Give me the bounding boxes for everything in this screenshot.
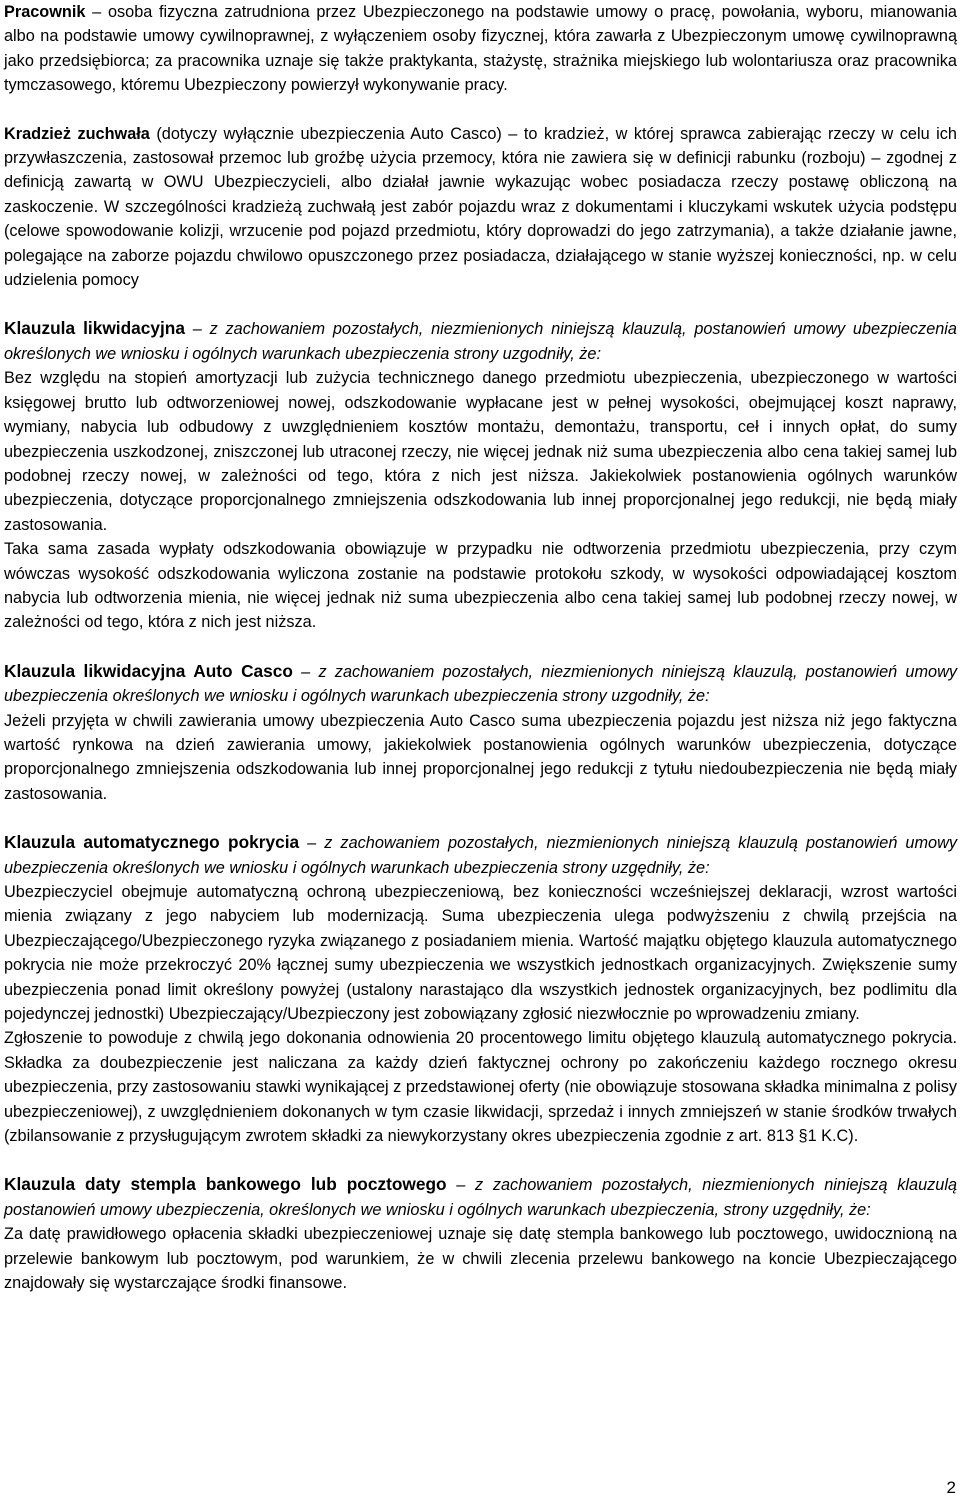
- spacer: [4, 1148, 957, 1172]
- clause-likwidacyjna-intro: – z zachowaniem pozostałych, niezmienionych niniejszą klauzulą, postanowień umowy ubezpieczenia określonych we wniosku i ogólnych warunkach ubezpieczenia strony uzgodniły, że:: [4, 320, 957, 363]
- clause-autocasco-title: Klauzula likwidacyjna Auto Casco: [4, 660, 293, 681]
- clause-automatyczne-title: Klauzula automatycznego pokrycia: [4, 832, 300, 853]
- clause-automatyczne-body-2: Zgłoszenie to powoduje z chwilą jego dokonania odnowienia 20 procentowego limitu objętego klauzulą automatycznego pokrycia. Składka za doubezpieczenie jest naliczana za każdy dzień faktycznej ochrony po zakończeniu każdego rocznego okresu ubezpieczenia, przy zastosowaniu stawki wynikającej z przedstawionej oferty (nie obowiązuje stosowana składka minimalna z polisy ubezpieczeniowej), z uwzględnieniem dokonanych w tym czasie likwidacji, sprzedaż i innych zmniejszeń w stanie środków trwałych (zbilansowanie z przysługującym zwrotem składki za niewykorzystany okres ubezpieczenia zgodnie z art. 813 §1 K.C).: [4, 1029, 957, 1146]
- clause-automatyczne-intro: – z zachowaniem pozostałych, niezmienionych niniejszą klauzulą postanowień umowy ubezpieczenia określonych we wniosku i ogólnych warunkach ubezpieczenia strony uzgędniły, że:: [4, 834, 957, 877]
- definition-pracownik-text: – osoba fizyczna zatrudniona przez Ubezpieczonego na podstawie umowy o pracę, powołania, wyboru, mianowania albo na podstawie umowy cywilnoprawnej, z wyłączeniem osoby fizycznej, która zawarła z Ubezpieczonym umowę cywilnoprawną jako przedsiębiorca; za pracownika uznaje się także praktykanta, stażystę, strażnika miejskiego lub wolontariusza oraz pracownika tymczasowego, któremu Ubezpieczony powierzył wykonywanie pracy.: [4, 3, 957, 95]
- clause-likwidacyjna-heading: [4, 316, 957, 366]
- definition-kradziez-text: (dotyczy wyłącznie ubezpieczenia: [149, 124, 411, 143]
- document-page: [4, 0, 957, 1296]
- definition-kradziez: [4, 122, 957, 293]
- clause-stempel-heading: [4, 1172, 957, 1222]
- clause-autocasco-heading: [4, 659, 957, 709]
- clause-stempel-body: Za datę prawidłowego opłacenia składki ubezpieczeniowej uznaje się datę stempla bankowego lub pocztowego, uwidocznioną na przelewie bankowym lub pocztowym, pod warunkiem, że w chwili zlecenia przelewu bankowego na koncie Ubezpieczającego znajdowały się wystarczające środki finansowe.: [4, 1225, 957, 1293]
- clause-autocasco-intro: – z zachowaniem pozostałych, niezmienionych niniejszą klauzulą, postanowień umowy ubezpieczenia określonych we wniosku i ogólnych warunkach ubezpieczenia strony uzgodniły, że:: [4, 662, 958, 706]
- spacer: [4, 292, 957, 316]
- definition-kradziez-text: Auto Casco: [410, 124, 497, 143]
- spacer: [4, 635, 957, 659]
- definition-pracownik: [4, 0, 957, 98]
- term-kradziez: Kradzież zuchwała: [4, 124, 150, 143]
- page-number: 2: [946, 1478, 956, 1497]
- definition-kradziez-text: OWU Ubezpieczycieli: [163, 173, 327, 192]
- clause-stempel-intro: – z zachowaniem pozostałych, niezmienionych niniejszą klauzulą postanowień umowy ubezpieczenia, określonych we wniosku i ogólnych warunkach ubezpieczenia, strony uzgędniły, że:: [4, 1176, 957, 1219]
- clause-autocasco-body: Jeżeli przyjęta w chwili zawierania umowy ubezpieczenia Auto Casco suma ubezpieczenia pojazdu jest niższa niż jego faktyczna wartość rynkowa na dzień zawierania umowy, jakiekolwiek postanowienia ogólnych warunków ubezpieczenia, dotyczące proporcjonalnego zmniejszenia odszkodowania lub innej proporcjonalnej jego redukcji z tytułu niedoubezpieczenia nie będą miały zastosowania.: [4, 711, 957, 803]
- term-pracownik: Pracownik: [4, 3, 86, 21]
- clause-automatyczne-heading: [4, 830, 957, 880]
- definition-kradziez-text: , albo działał jawnie wykazując wobec posiadacza rzeczy postawę obliczoną na zaskoczenie. W szczególności kradzieżą zuchwałą jest zabór pojazdu wraz z dokumentami i kluczykami wskutek użycia podstępu (celowe spowodowanie kolizji, wrzucenie pod pojazd przedmiotu, który doprowadzi do jego zatrzymania), a także działanie jawne, polegające na zaborze pojazdu chwilowo opuszczonego przez posiadacza, działającego w stanie wyższej konieczności, np. w celu udzielenia pomocy: [4, 173, 957, 290]
- definition-kradziez-text: ) – to kradzież, w której sprawca zabierając rzeczy w celu ich przywłaszczenia, zastosował przemoc lub groźbę użycia przemocy, która nie zawiera się w definicji rabunku (rozboju) – zgodnej z definicją zawartą w: [4, 124, 957, 192]
- clause-likwidacyjna-body-1: Bez względu na stopień amortyzacji lub zużycia technicznego danego przedmiotu ubezpieczenia, ubezpieczonego w wartości księgowej brutto lub odtworzeniowej nowej, odszkodowanie wypłacane jest w pełnej wysokości, obejmującej koszt naprawy, wymiany, nabycia lub odbudowy z uwzględnieniem kosztów montażu, demontażu, transportu, ceł i innych opłat, do sumy ubezpieczenia uszkodzonej, zniszczonej lub utraconej rzeczy, nie więcej jednak niż suma ubezpieczenia albo cena takiej samej lub podobnej rzeczy nowej, w zależności od tego, która z nich jest niższa. Jakiekolwiek postanowienia ogólnych warunków ubezpieczenia, dotyczące proporcjonalnego zmniejszenia odszkodowania lub innej proporcjonalnej jego redukcji, nie będą miały zastosowania.: [4, 369, 957, 534]
- spacer: [4, 806, 957, 830]
- clause-likwidacyjna-title: Klauzula likwidacyjna: [4, 318, 185, 339]
- clause-stempel-title: Klauzula daty stempla bankowego lub pocztowego: [4, 1174, 447, 1195]
- clause-automatyczne-body-1: Ubezpieczyciel obejmuje automatyczną ochroną ubezpieczeniową, bez konieczności wcześniejszej deklaracji, wzrost wartości mienia związany z jego nabyciem lub modernizacją. Suma ubezpieczenia ulega podwyższeniu z chwilą przejścia na Ubezpieczającego/Ubezpieczonego ryzyka związanego z posiadaniem mienia. Wartość majątku objętego klauzula automatycznego pokrycia nie może przekroczyć 20% łącznej sumy ubezpieczenia we wszystkich jednostkach organizacyjnych. Zwiększenie sumy ubezpieczenia ponad limit określony powyżej (ustalony narastająco dla wszystkich jednostek organizacyjnych, bez podlimitu dla pojedynczej jednostki) Ubezpieczający/Ubezpieczony jest zobowiązany zgłosić niezwłocznie po wprowadzeniu zmiany.: [4, 883, 957, 1024]
- clause-likwidacyjna-body-2: Taka sama zasada wypłaty odszkodowania obowiązuje w przypadku nie odtworzenia przedmiotu ubezpieczenia, przy czym wówczas wysokość odszkodowania wyliczona zostanie na podstawie protokołu szkody, w wysokości odpowiadającej kosztom nabycia lub odtworzenia mienia, nie więcej jednak niż suma ubezpieczenia albo cena takiej samej lub podobnej rzeczy nowej, w zależności od tego, która z nich jest niższa.: [4, 540, 957, 632]
- spacer: [4, 98, 957, 122]
